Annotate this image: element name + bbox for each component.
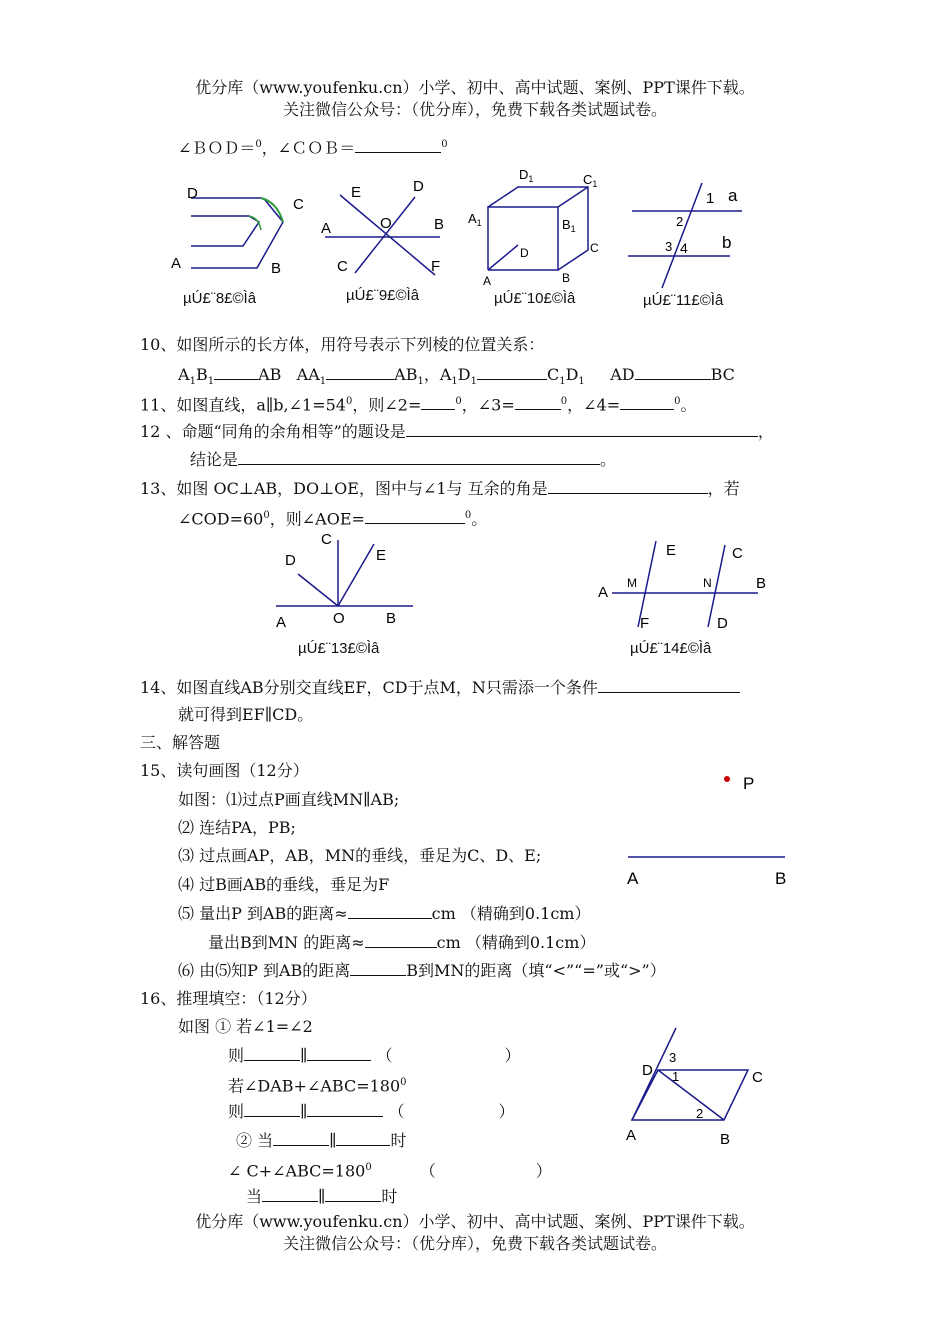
fig13-label-c: C: [321, 531, 332, 548]
q16-text: ∥: [300, 1102, 308, 1121]
answer-blank[interactable]: [244, 1044, 300, 1061]
figure-13: [268, 528, 418, 633]
fig16-label-1: 1: [672, 1069, 680, 1084]
fig14-label-f: F: [640, 615, 650, 632]
fig16-label-a: A: [626, 1127, 637, 1144]
q16-line-5: [236, 1129, 407, 1152]
q10-term: A: [178, 365, 190, 384]
q16-text: ）: [504, 1046, 521, 1065]
q12-text: 。: [600, 450, 617, 469]
fig14-label-a: A: [598, 584, 609, 601]
figure-16: [620, 1022, 770, 1152]
fig13-label-b: B: [386, 610, 397, 627]
answer-blank[interactable]: [365, 931, 437, 948]
degree-mark: 0: [345, 396, 353, 407]
figure-15: [615, 765, 805, 890]
angle-bod: ∠ＢＯＤ＝: [178, 138, 256, 158]
degree-mark: 0: [263, 510, 270, 521]
q10-term: AA: [296, 365, 320, 384]
degree-mark: 0: [365, 1162, 372, 1173]
figure-9: [315, 175, 460, 290]
q15-text: cm （精确到0.1cm）: [431, 904, 591, 923]
answer-blank[interactable]: [238, 448, 600, 465]
q15-text: 量出B到MN 的距离≈: [208, 933, 365, 952]
fig16-extended-line: [632, 1028, 676, 1120]
fig14-label-m: M: [627, 576, 637, 590]
q13-line-2: [178, 505, 487, 530]
q16-text: 若∠DAB+∠ABC=180: [228, 1076, 401, 1096]
fig10-label-c1: $C_1$: [583, 172, 598, 189]
q16-title: 16、推理填空：（12分）: [140, 989, 317, 1008]
fig10-label-a: A: [483, 274, 492, 288]
q13-text: ，则∠AOE=: [269, 509, 365, 529]
degree-mark: 0: [464, 510, 472, 521]
fig10-label-b1: $B_1$: [562, 217, 576, 234]
degree-mark: 0: [441, 139, 448, 150]
fig15-label-a: A: [627, 869, 639, 888]
q10-term: C: [546, 365, 560, 384]
q11-text: ，∠3=: [461, 395, 515, 415]
q16-text: ∥: [329, 1131, 337, 1150]
answer-blank[interactable]: [515, 393, 561, 410]
q10-term: D: [565, 365, 579, 384]
q10-relations: [178, 363, 735, 393]
fig16-label-2: 2: [696, 1106, 704, 1121]
q16-line-6: [228, 1157, 552, 1182]
fig10-label-c: C: [590, 241, 599, 255]
q15-step-3: ⑶ 过点画AP，AB，MN的垂线，垂足为C、D、E;: [178, 846, 542, 865]
q11-text: ，则∠2=: [352, 395, 422, 415]
answer-blank[interactable]: [262, 1185, 318, 1202]
q13-text: ∠COD=60: [178, 509, 264, 529]
degree-mark: 0: [255, 139, 262, 150]
answer-blank[interactable]: [348, 902, 432, 919]
angle-blanks-line: [178, 134, 448, 159]
fig16-label-d: D: [642, 1062, 653, 1079]
q11-line: [140, 391, 697, 416]
q15-text: cm （精确到0.1cm）: [436, 933, 596, 952]
answer-blank[interactable]: [477, 363, 547, 380]
fig10-caption: µÚ£¨10£©Ìâ: [494, 290, 576, 307]
fig14-label-n: N: [703, 576, 712, 590]
answer-blank[interactable]: [620, 393, 674, 410]
degree-mark: 0: [674, 396, 681, 407]
fig11-label-3: 3: [665, 239, 673, 254]
fig14-caption: µÚ£¨14£©Ìâ: [630, 640, 712, 657]
q13-text: ，若: [707, 479, 740, 498]
q12-text: 结论是: [190, 450, 239, 469]
q10-subscript: 1: [451, 376, 458, 388]
footer-line-1: 优分库（www.youfenku.cn）小学、初中、高中试题、案例、PPT课件下载。: [195, 1212, 755, 1231]
q15-text: B到MN的距离（填“<”“=”或“>”）: [406, 961, 666, 980]
answer-blank[interactable]: [325, 1185, 381, 1202]
q10-subscript: 1: [319, 376, 327, 388]
q16-text: ）: [498, 1102, 515, 1121]
footer-line-2: 关注微信公众号：（优分库），免费下载各类试题试卷。: [282, 1234, 667, 1253]
answer-blank[interactable]: [365, 507, 465, 524]
q11-text: ，∠4=: [567, 395, 621, 415]
fig8-label-a: A: [171, 255, 182, 272]
fig13-caption: µÚ£¨13£©Ìâ: [298, 640, 380, 657]
fig15-label-b: B: [775, 869, 787, 888]
fig9-label-o: O: [380, 215, 392, 232]
fig14-label-c: C: [732, 545, 743, 562]
fig13-ray-oe: [338, 544, 374, 606]
q15-title: 15、读句画图（12分）: [140, 761, 309, 780]
q16-line-1: 如图 ① 若∠1=∠2: [178, 1017, 313, 1036]
fig16-label-b: B: [720, 1131, 731, 1148]
fig15-label-p: P: [743, 774, 755, 793]
q10-text: 10、如图所示的长方体，用符号表示下列棱的位置关系：: [140, 335, 545, 354]
q15-step-5: [178, 902, 590, 925]
fig9-label-a: A: [321, 220, 332, 237]
fig13-label-o: O: [333, 610, 345, 627]
fig13-label-a: A: [276, 614, 287, 631]
q10-term: D: [457, 365, 471, 384]
q16-text: 时: [381, 1187, 398, 1206]
angle-cob: ，∠ＣＯＢ＝: [261, 138, 356, 158]
q15-step-5b: [208, 931, 595, 954]
q14-line-2: 就可得到EF∥CD。: [178, 705, 314, 724]
answer-blank[interactable]: [548, 477, 708, 494]
q16-line-2: [228, 1044, 521, 1067]
fig11-label-4: 4: [680, 240, 688, 256]
answer-blank[interactable]: [406, 420, 758, 437]
fig14-label-b: B: [756, 575, 767, 592]
q15-step-2: ⑵ 连结PA，PB;: [178, 818, 296, 837]
answer-blank[interactable]: [421, 393, 455, 410]
figure-14: [590, 535, 775, 635]
q10-term: AB: [394, 365, 418, 384]
q15-step-4: ⑷ 过B画AB的垂线，垂足为F: [178, 875, 390, 894]
fig10-hidden-edge: [488, 245, 518, 270]
fig8-caption: µÚ£¨8£©Ìâ: [183, 290, 257, 307]
fig13-label-d: D: [285, 552, 296, 569]
q16-line-7: [246, 1185, 397, 1208]
header-line-2: 关注微信公众号：（优分库），免费下载各类试题试卷。: [282, 100, 667, 119]
fig9-line-cd: [355, 197, 415, 273]
answer-blank[interactable]: [326, 363, 394, 380]
fig16-label-c: C: [752, 1069, 763, 1086]
degree-mark: 0: [400, 1077, 407, 1088]
q16-text: 则: [228, 1046, 245, 1065]
fig16-diagonal-db: [658, 1070, 724, 1120]
q15-text: ⑸ 量出P 到AB的距离≈: [178, 904, 348, 923]
q13-line-1: [140, 477, 740, 500]
fig8-inner-line: [191, 216, 259, 246]
fig11-label-b: b: [722, 233, 732, 252]
q16-text: 时: [390, 1131, 407, 1150]
q13-text: 。: [471, 509, 488, 529]
q14-text: 14、如图直线AB分别交直线EF，CD于点M，N只需添一个条件: [140, 678, 598, 697]
fig9-label-c: C: [337, 258, 348, 275]
q16-text: ∥: [300, 1046, 308, 1065]
q16-text: （: [388, 1102, 405, 1121]
fig8-label-c: C: [293, 196, 304, 213]
fig9-label-e: E: [351, 184, 362, 201]
q14-line-1: [140, 676, 740, 699]
fig9-caption: µÚ£¨9£©Ìâ: [346, 287, 420, 304]
answer-blank[interactable]: [350, 959, 406, 976]
q12-text: ，: [757, 422, 774, 441]
q16-text: （: [419, 1161, 436, 1181]
fig8-label-d: D: [187, 185, 198, 202]
q12-text: 12 、命题“同角的余角相等”的题设是: [140, 422, 406, 441]
q10-subscript: 1: [417, 376, 424, 388]
fig16-label-3: 3: [669, 1050, 677, 1065]
answer-blank[interactable]: [244, 1100, 300, 1117]
q16-text: ）: [535, 1161, 552, 1181]
q12-line-1: [140, 420, 774, 443]
q10-term: B: [195, 365, 208, 384]
fig14-label-e: E: [666, 542, 677, 559]
point-p: [724, 776, 730, 782]
fig11-transversal: [662, 183, 702, 288]
figure-11: [620, 178, 750, 296]
fig11-label-2: 2: [676, 214, 684, 229]
fig11-label-1: 1: [706, 190, 715, 207]
fig9-label-d: D: [413, 178, 424, 195]
q10-subscript: 1: [578, 376, 585, 388]
q16-text: （: [376, 1046, 393, 1065]
figure-10: [463, 165, 613, 290]
degree-mark: 0: [455, 396, 462, 407]
q11-text: 。: [680, 395, 697, 415]
q10-term: AD: [610, 365, 635, 384]
q16-text: ∥: [318, 1187, 326, 1206]
q16-text: 则: [228, 1102, 245, 1121]
fig13-label-e: E: [376, 547, 387, 564]
q10-subscript: 1: [470, 376, 477, 388]
fig10-label-b: B: [562, 271, 571, 285]
q15-text: ⑹ 由⑸知P 到AB的距离: [178, 961, 351, 980]
q16-line-4: [228, 1100, 515, 1123]
fig13-ray-od: [298, 574, 338, 606]
q15-step-1: 如图：⑴过点P画直线MN∥AB;: [178, 790, 400, 809]
q10-term: AB: [258, 365, 282, 384]
q12-line-2: [190, 448, 616, 471]
fig10-label-a1: $A_1$: [468, 211, 482, 228]
answer-blank[interactable]: [598, 676, 740, 693]
fig14-label-d: D: [717, 615, 728, 632]
figure-8: [165, 178, 315, 308]
header-line-1: 优分库（www.youfenku.cn）小学、初中、高中试题、案例、PPT课件下载。: [195, 78, 755, 97]
answer-blank[interactable]: [273, 1129, 329, 1146]
q13-text: 13、如图 OC⊥AB，DO⊥OE，图中与∠1与 互余的角是: [140, 479, 548, 498]
answer-blank[interactable]: [214, 363, 258, 380]
q10-subscript: 1: [559, 376, 566, 388]
fig11-caption: µÚ£¨11£©Ìâ: [643, 292, 724, 309]
answer-blank[interactable]: [307, 1044, 371, 1061]
degree-mark: 0: [560, 396, 568, 407]
fig10-label-d1: $D_1$: [519, 167, 534, 184]
fig10-edge: [558, 187, 588, 207]
q11-text: 11、如图直线，a∥b,∠1=54: [140, 395, 346, 415]
answer-blank[interactable]: [355, 136, 441, 153]
q10-subscript: 1: [207, 376, 215, 388]
q15-step-6: [178, 959, 666, 982]
section-title: 三、解答题: [140, 733, 221, 752]
answer-blank[interactable]: [336, 1129, 390, 1146]
answer-blank[interactable]: [635, 363, 711, 380]
fig11-label-a: a: [728, 186, 738, 205]
fig9-line-ef: [340, 195, 435, 275]
answer-blank[interactable]: [307, 1100, 383, 1117]
q16-line-3: [228, 1072, 407, 1097]
fig8-label-b: B: [271, 260, 282, 277]
fig9-label-f: F: [431, 258, 441, 275]
q10-subscript: 1: [189, 376, 196, 388]
q10-term: ，A: [423, 365, 452, 384]
fig8-outer-line: [191, 198, 283, 268]
q16-text: ∠ C+∠ABC=180: [228, 1161, 366, 1181]
q16-text: 当: [246, 1187, 263, 1206]
fig10-label-d: D: [520, 246, 529, 260]
q10-term: BC: [710, 365, 735, 384]
fig9-label-b: B: [434, 216, 445, 233]
q16-text: ② 当: [236, 1131, 274, 1150]
